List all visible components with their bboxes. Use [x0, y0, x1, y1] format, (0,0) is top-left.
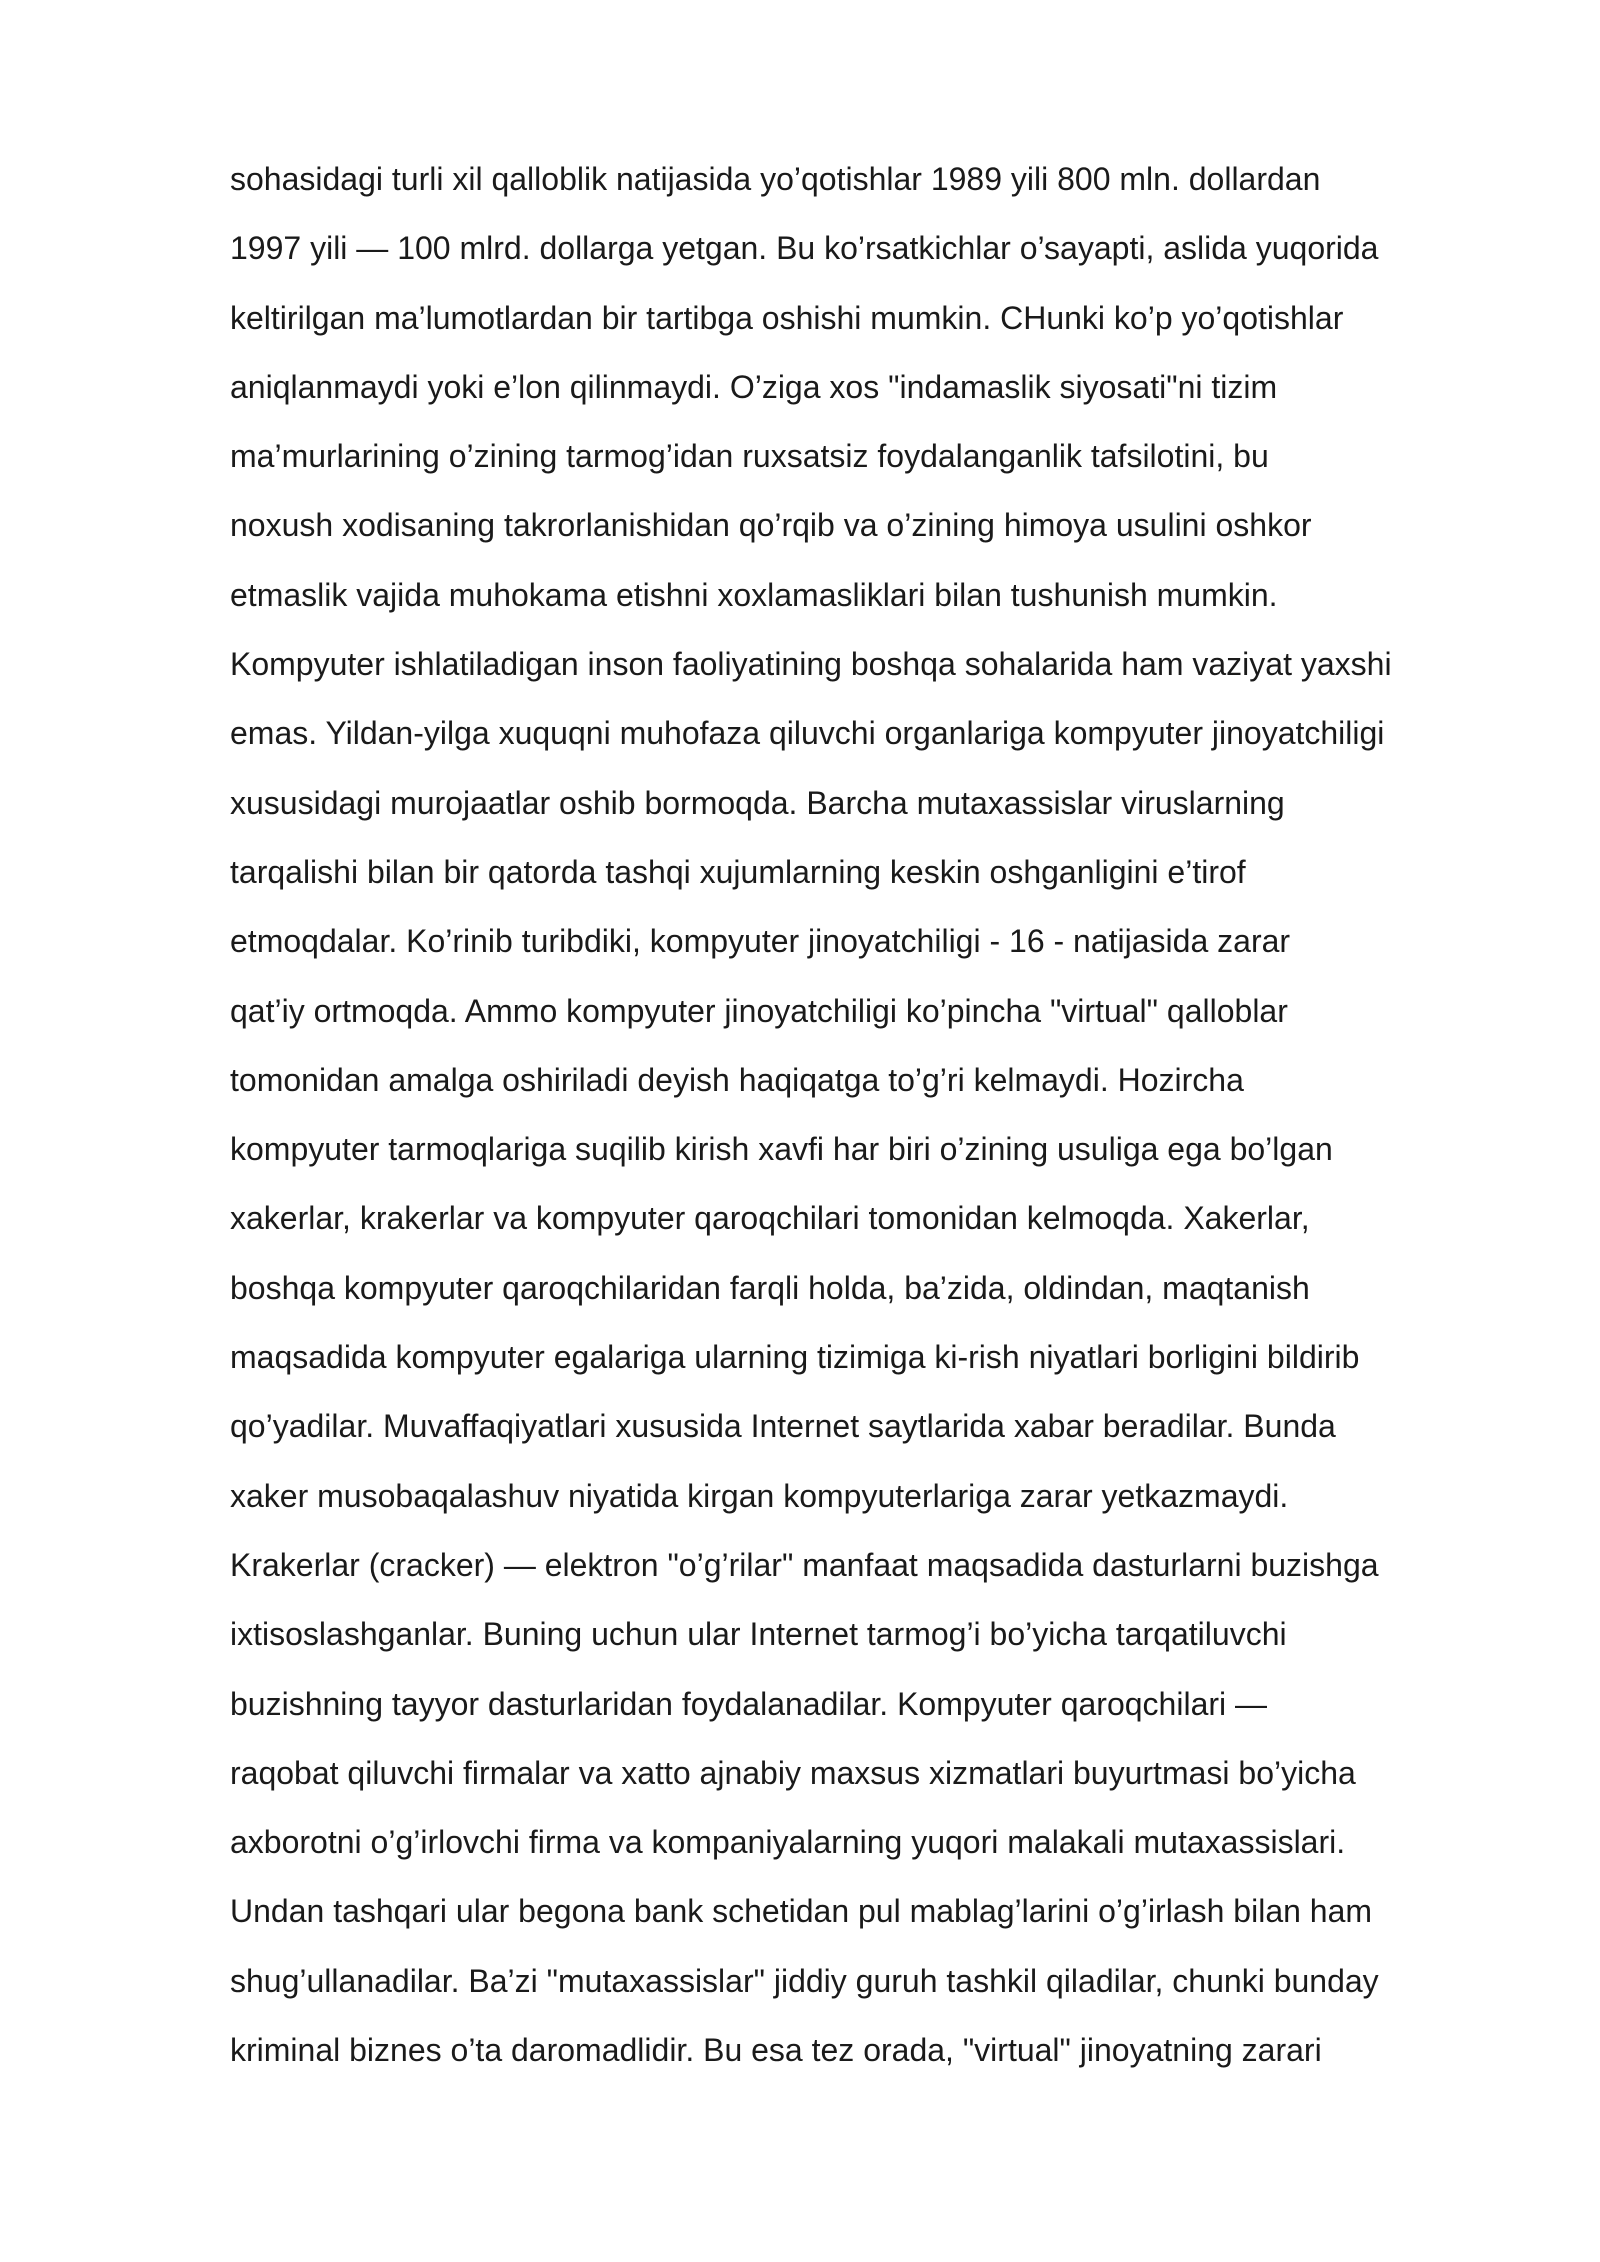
text-line: ma’murlarining o’zining tarmog’idan ruxsatsiz foydalanganlik tafsilotini, bu: [230, 438, 1269, 475]
text-line: tarqalishi bilan bir qatorda tashqi xujumlarning keskin oshganligini e’tirof: [230, 853, 1246, 890]
text-line: 1997 yili — 100 mlrd. dollarga yetgan. Bu ko’rsatkichlar o’sayapti, aslida yuqorida: [230, 230, 1379, 267]
body-text: [230, 145, 1490, 2085]
text-line: boshqa kompyuter qaroqchilaridan farqli holda, ba’zida, oldindan, maqtanish: [230, 1269, 1310, 1306]
text-line: etmaslik vajida muhokama etishni xoxlamasliklari bilan tushunish mumkin.: [230, 576, 1278, 613]
text-line: qat’iy ortmoqda. Ammo kompyuter jinoyatchiligi ko’pincha "virtual" qalloblar: [230, 992, 1288, 1029]
text-line: buzishning tayyor dasturlaridan foydalanadilar. Kompyuter qaroqchilari —: [230, 1685, 1268, 1722]
text-line: ixtisoslashganlar. Buning uchun ular Internet tarmog’i bo’yicha tarqatiluvchi: [230, 1616, 1287, 1653]
text-line: xususidagi murojaatlar oshib bormoqda. Barcha mutaxassislar viruslarning: [230, 784, 1285, 821]
text-line: maqsadida kompyuter egalariga ularning tizimiga ki-rish niyatlari borligini bildirib: [230, 1339, 1360, 1376]
text-line: emas. Yildan-yilga xuquqni muhofaza qiluvchi organlariga kompyuter jinoyatchiligi: [230, 715, 1385, 752]
text-line: axborotni o’g’irlovchi firma va kompaniyalarning yuqori malakali mutaxassislari.: [230, 1824, 1346, 1861]
text-line: etmoqdalar. Ko’rinib turibdiki, kompyuter jinoyatchiligi - 16 - natijasida zarar: [230, 923, 1291, 960]
text-line: Kompyuter ishlatiladigan inson faoliyatining boshqa sohalarida ham vaziyat yaxshi: [230, 646, 1392, 683]
text-line: xakerlar, krakerlar va kompyuter qaroqchilari tomonidan kelmoqda. Xakerlar,: [230, 1200, 1310, 1237]
text-line: raqobat qiluvchi firmalar va xatto ajnabiy maxsus xizmatlari buyurtmasi bo’yicha: [230, 1754, 1356, 1791]
text-line: kriminal biznes o’ta daromadlidir. Bu esa tez orada, "virtual" jinoyatning zarari: [230, 2032, 1322, 2069]
text-line: xaker musobaqalashuv niyatida kirgan kompyuterlariga zarar yetkazmaydi.: [230, 1477, 1289, 1514]
text-line: shug’ullanadilar. Ba’zi "mutaxassislar" jiddiy guruh tashkil qiladilar, chunki bunday: [230, 1962, 1379, 1999]
text-line: noxush xodisaning takrorlanishidan qo’rqib va o’zining himoya usulini oshkor: [230, 507, 1312, 544]
text-line: Krakerlar (cracker) — elektron "o’g’rilar" manfaat maqsadida dasturlarni buzishga: [230, 1546, 1379, 1583]
text-line: sohasidagi turli xil qalloblik natijasida yo’qotishlar 1989 yili 800 mln. dollardan: [230, 161, 1321, 197]
text-line: kompyuter tarmoqlariga suqilib kirish xavfi har biri o’zining usuliga ega bo’lgan: [230, 1131, 1333, 1168]
text-line: keltirilgan ma’lumotlardan bir tartibga oshishi mumkin. CHunki ko’p yo’qotishlar: [230, 299, 1344, 336]
text-line: Undan tashqari ular begona bank schetidan pul mablag’larini o’g’irlash bilan ham: [230, 1893, 1373, 1930]
text-line: aniqlanmaydi yoki e’lon qilinmaydi. O’ziga xos "indamaslik siyosati"ni tizim: [230, 368, 1278, 405]
text-line: qo’yadilar. Muvaffaqiyatlari xususida Internet saytlarida xabar beradilar. Bunda: [230, 1408, 1336, 1445]
text-line: tomonidan amalga oshiriladi deyish haqiqatga to’g’ri kelmaydi. Hozircha: [230, 1061, 1244, 1098]
